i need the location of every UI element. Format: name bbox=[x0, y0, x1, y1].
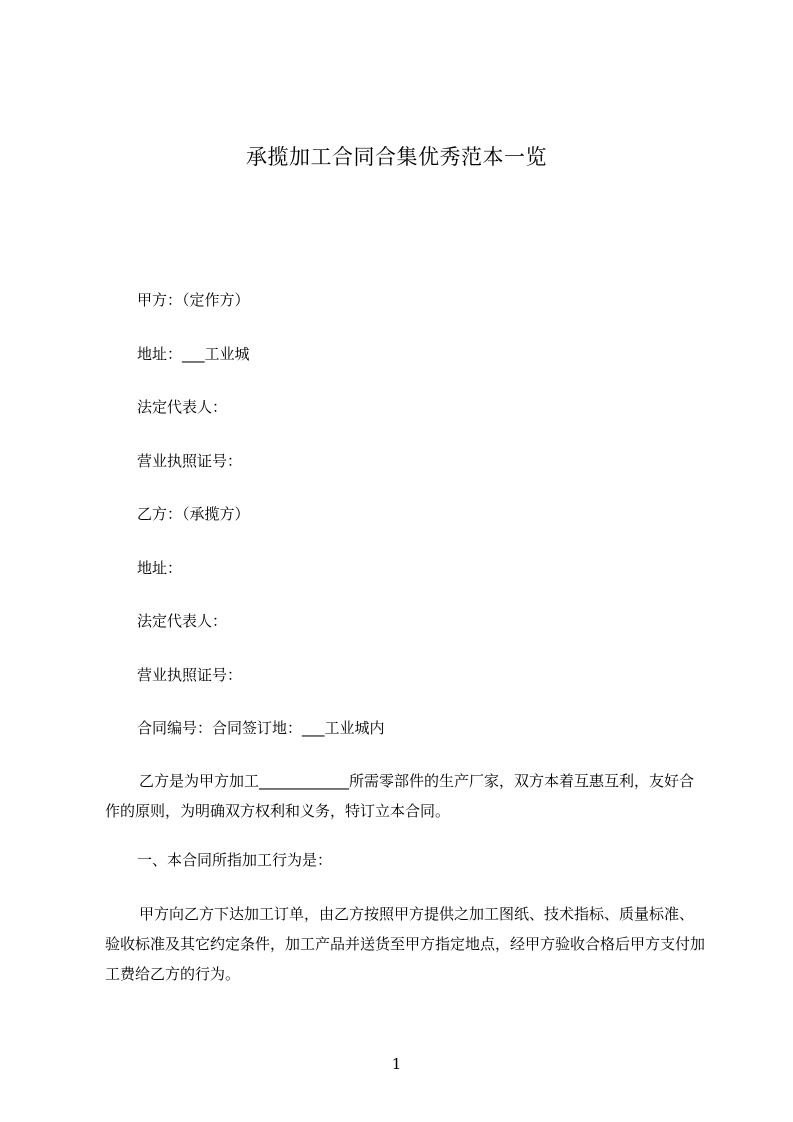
document-title: 承揽加工合同合集优秀范本一览 bbox=[246, 145, 547, 169]
party-b-address: 地址： bbox=[137, 559, 183, 577]
intro-paragraph bbox=[105, 766, 705, 826]
intro-text: 乙方是为甲方加工____________所需零部件的生产厂家，双方本着互惠互利，友好合作的原则，为明确双方权利和义务，特订立本合同。 bbox=[105, 772, 695, 820]
party-a-license: 营业执照证号： bbox=[137, 452, 243, 470]
section1-paragraph bbox=[105, 899, 705, 989]
party-a-label: 甲方：（定作方） bbox=[137, 291, 250, 309]
contract-info: 合同编号：合同签订地：___工业城内 bbox=[137, 719, 385, 737]
party-b-label: 乙方：（承揽方） bbox=[137, 505, 250, 523]
party-b-license: 营业执照证号： bbox=[137, 666, 243, 684]
page-number: 1 bbox=[391, 1055, 402, 1073]
party-a-address: 地址：___工业城 bbox=[137, 345, 250, 363]
section1-text: 甲方向乙方下达加工订单，由乙方按照甲方提供之加工图纸、技术指标、质量标准、验收标准及其它约定条件，加工产品并送货至甲方指定地点，经甲方验收合格后甲方支付加工费给乙方的行为。 bbox=[105, 905, 706, 983]
party-a-legal-rep: 法定代表人： bbox=[137, 398, 228, 416]
section1-heading: 一、本合同所指加工行为是： bbox=[137, 851, 333, 869]
party-b-legal-rep: 法定代表人： bbox=[137, 612, 228, 630]
